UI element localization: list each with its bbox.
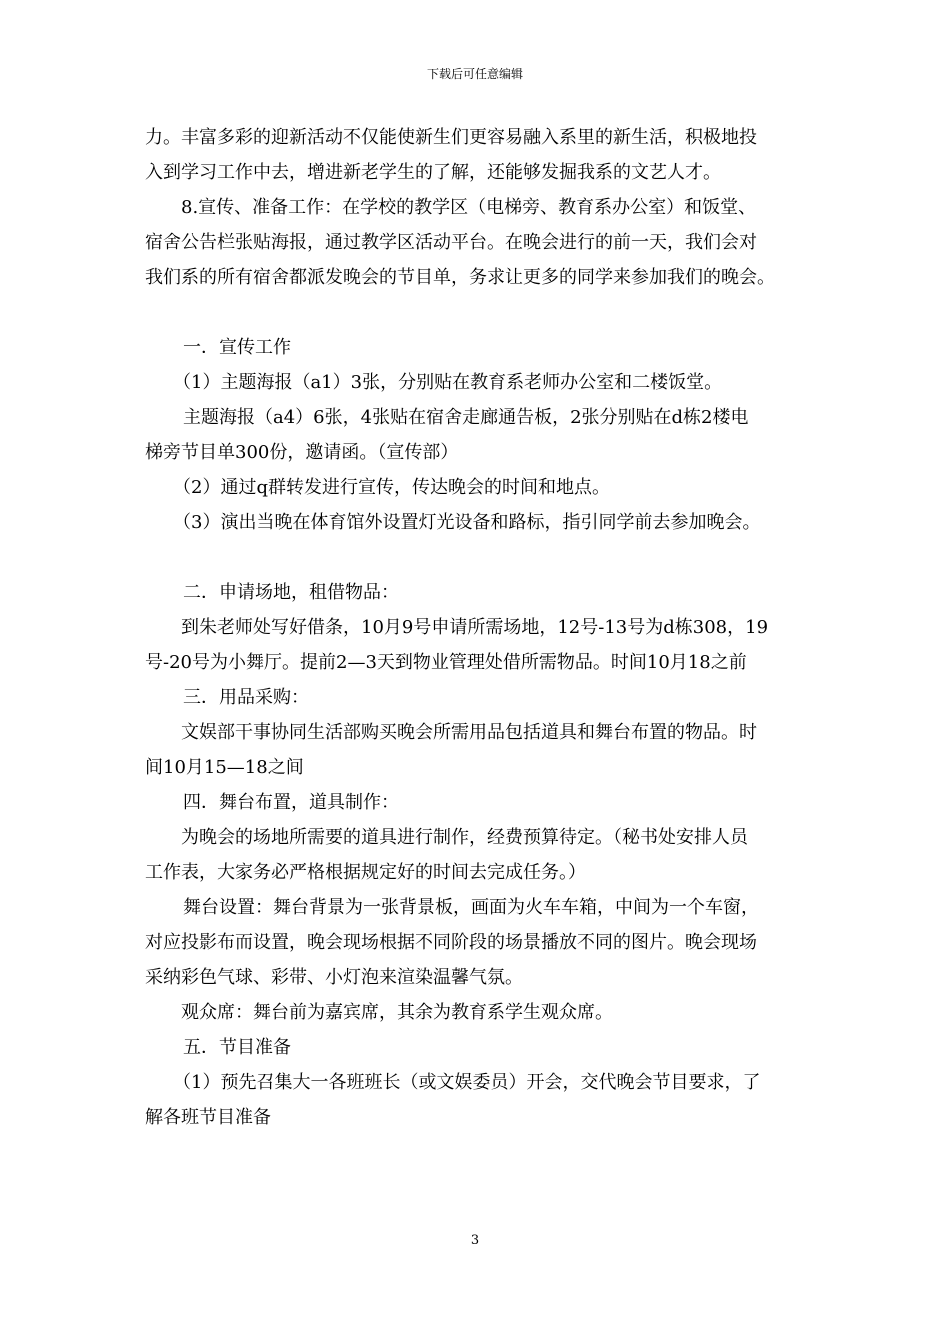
paragraph-line: 主题海报（a4）6张，4张贴在宿舍走廊通告板，2张分别贴在d栋2楼电 bbox=[183, 407, 749, 428]
paragraph-line: （2）通过q群转发进行宣传，传达晚会的时间和地点。 bbox=[173, 477, 610, 498]
section-heading: 一．宣传工作 bbox=[183, 337, 291, 358]
paragraph-line: 为晚会的场地所需要的道具进行制作，经费预算待定。（秘书处安排人员 bbox=[181, 827, 748, 848]
paragraph-line: 到朱老师处写好借条，10月9号申请所需场地，12号-13号为d栋308，19 bbox=[181, 617, 769, 638]
paragraph-line: （1）主题海报（a1）3张，分别贴在教育系老师办公室和二楼饭堂。 bbox=[173, 372, 723, 393]
section-heading: 五．节目准备 bbox=[183, 1037, 291, 1058]
paragraph-line: 间10月15—18之间 bbox=[145, 757, 304, 778]
page-number: 3 bbox=[470, 1233, 480, 1248]
paragraph-line: （3）演出当晚在体育馆外设置灯光设备和路标，指引同学前去参加晚会。 bbox=[173, 512, 761, 533]
paragraph-line: 对应投影布而设置，晚会现场根据不同阶段的场景播放不同的图片。晚会现场 bbox=[145, 932, 757, 953]
blank-line bbox=[145, 540, 810, 575]
paragraph-line: 解各班节目准备 bbox=[145, 1107, 271, 1128]
document-body bbox=[145, 120, 810, 1135]
blank-line bbox=[145, 295, 810, 330]
page-header: 下载后可任意编辑 bbox=[426, 67, 523, 81]
paragraph-line: 入到学习工作中去，增进新老学生的了解，还能够发掘我系的文艺人才。 bbox=[145, 162, 721, 183]
paragraph-line: 宿舍公告栏张贴海报，通过教学区活动平台。在晚会进行的前一天，我们会对 bbox=[145, 232, 757, 253]
section-heading: 四．舞台布置，道具制作： bbox=[183, 792, 399, 813]
paragraph-line: 观众席：舞台前为嘉宾席，其余为教育系学生观众席。 bbox=[181, 1002, 613, 1023]
paragraph-line: 采纳彩色气球、彩带、小灯泡来渲染温馨气氛。 bbox=[145, 967, 523, 988]
section-heading: 二．申请场地，租借物品： bbox=[183, 582, 399, 603]
paragraph-line: 号-20号为小舞厅。提前2—3天到物业管理处借所需物品。时间10月18之前 bbox=[145, 652, 747, 673]
paragraph-line: 工作表，大家务必严格根据规定好的时间去完成任务。） bbox=[145, 862, 586, 883]
section-heading: 三．用品采购： bbox=[183, 687, 309, 708]
paragraph-line: 文娱部干事协同生活部购买晚会所需用品包括道具和舞台布置的物品。时 bbox=[181, 722, 757, 743]
paragraph-line: 我们系的所有宿舍都派发晚会的节目单，务求让更多的同学来参加我们的晚会。 bbox=[145, 267, 775, 288]
paragraph-line: 8.宣传、准备工作：在学校的教学区（电梯旁、教育系办公室）和饭堂、 bbox=[181, 197, 757, 218]
paragraph-line: 力。丰富多彩的迎新活动不仅能使新生们更容易融入系里的新生活，积极地投 bbox=[145, 127, 757, 148]
paragraph-line: （1）预先召集大一各班班长（或文娱委员）开会，交代晚会节目要求，了 bbox=[173, 1072, 761, 1093]
paragraph-line: 舞台设置：舞台背景为一张背景板，画面为火车车箱，中间为一个车窗， bbox=[183, 897, 759, 918]
paragraph-line: 梯旁节目单300份，邀请函。（宣传部） bbox=[145, 442, 459, 463]
